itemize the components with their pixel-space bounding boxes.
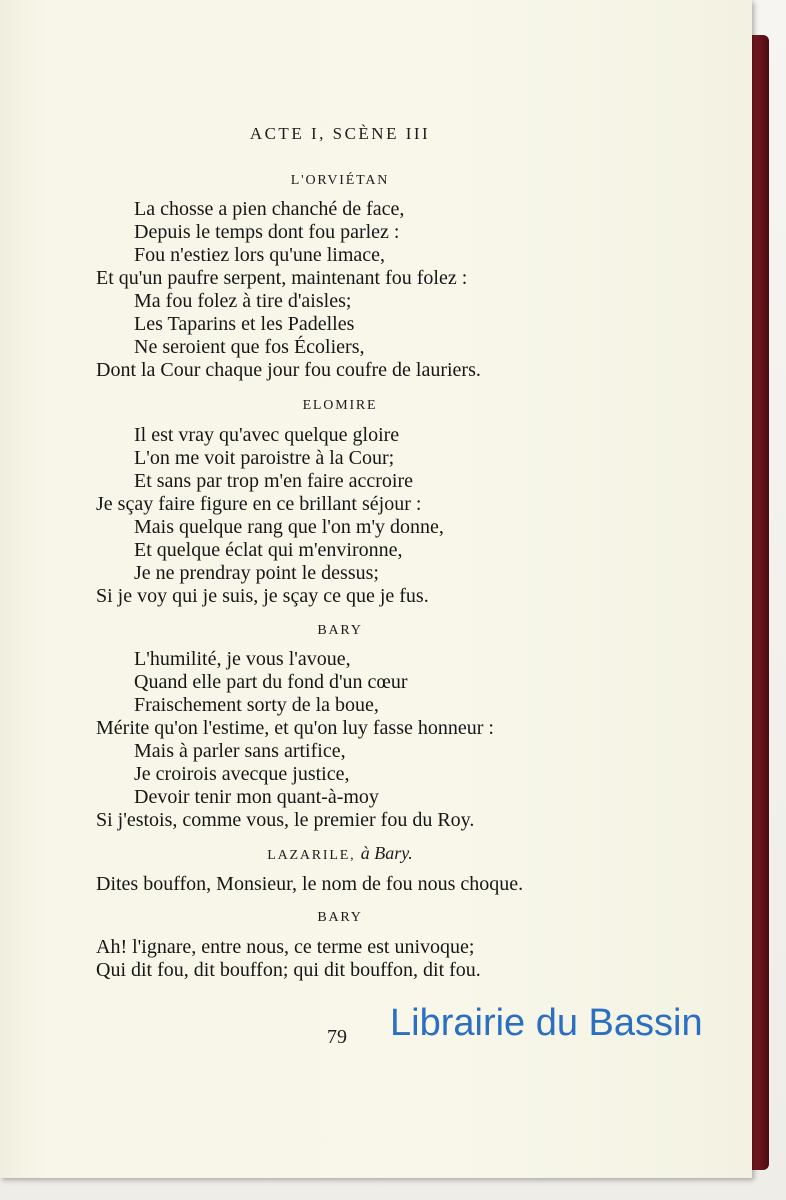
- watermark-text: Librairie du Bassin: [390, 1002, 703, 1044]
- speaker-name: [0, 843, 680, 864]
- verse-line: Qui dit fou, dit bouffon; qui dit bouffon, dit fou.: [96, 959, 481, 981]
- verse-line: Depuis le temps dont fou parlez :: [134, 221, 400, 243]
- verse-line: Quand elle part du fond d'un cœur: [134, 671, 408, 693]
- verse-line: Mérite qu'on l'estime, et qu'on luy fasse honneur :: [96, 717, 494, 739]
- verse-line: Fraischement sorty de la boue,: [134, 694, 379, 716]
- verse-line: Fou n'estiez lors qu'une limace,: [134, 244, 386, 266]
- verse-line: L'humilité, je vous l'avoue,: [134, 648, 351, 670]
- verse-line: Ne seroient que fos Écoliers,: [134, 336, 365, 358]
- verse-line: Mais à parler sans artifice,: [134, 740, 346, 762]
- verse-line: Mais quelque rang que l'on m'y donne,: [134, 516, 444, 538]
- verse-line: Il est vray qu'avec quelque gloire: [134, 424, 400, 446]
- speaker-name: ELOMIRE: [302, 398, 378, 413]
- speaker-name: L'ORVIÉTAN: [290, 173, 390, 188]
- verse-line: Et qu'un paufre serpent, maintenant fou folez :: [96, 267, 468, 289]
- verse-line: Je croirois avecque justice,: [134, 763, 350, 785]
- verse-line: Et sans par trop m'en faire accroire: [134, 470, 414, 492]
- verse-line: Dites bouffon, Monsieur, le nom de fou nous choque.: [96, 873, 524, 895]
- verse-line: Les Taparins et les Padelles: [134, 313, 355, 335]
- verse-line: Et quelque éclat qui m'environne,: [134, 539, 403, 561]
- page-number: 79: [327, 1026, 347, 1048]
- stage-direction: à Bary.: [360, 843, 413, 863]
- verse-line: Dont la Cour chaque jour fou coufre de lauriers.: [96, 359, 481, 381]
- verse-line: Ma fou folez à tire d'aisles;: [134, 290, 352, 312]
- verse-line: Devoir tenir mon quant-à-moy: [134, 786, 379, 808]
- speaker-name: BARY: [317, 623, 363, 638]
- speaker-name: BARY: [317, 910, 363, 925]
- verse-line: Je sçay faire figure en ce brillant séjour :: [96, 493, 422, 515]
- verse-line: Si j'estois, comme vous, le premier fou du Roy.: [96, 809, 475, 831]
- verse-line: La chosse a pien chanché de face,: [134, 198, 405, 220]
- running-head: ACTE I, SCÈNE III: [249, 124, 431, 143]
- verse-line: Si je voy qui je suis, je sçay ce que je fus.: [96, 585, 429, 607]
- speaker-label: LAZARILE,: [267, 848, 356, 863]
- verse-line: Je ne prendray point le dessus;: [134, 562, 379, 584]
- verse-line: Ah! l'ignare, entre nous, ce terme est univoque;: [96, 936, 475, 958]
- verse-line: L'on me voit paroistre à la Cour;: [134, 447, 395, 469]
